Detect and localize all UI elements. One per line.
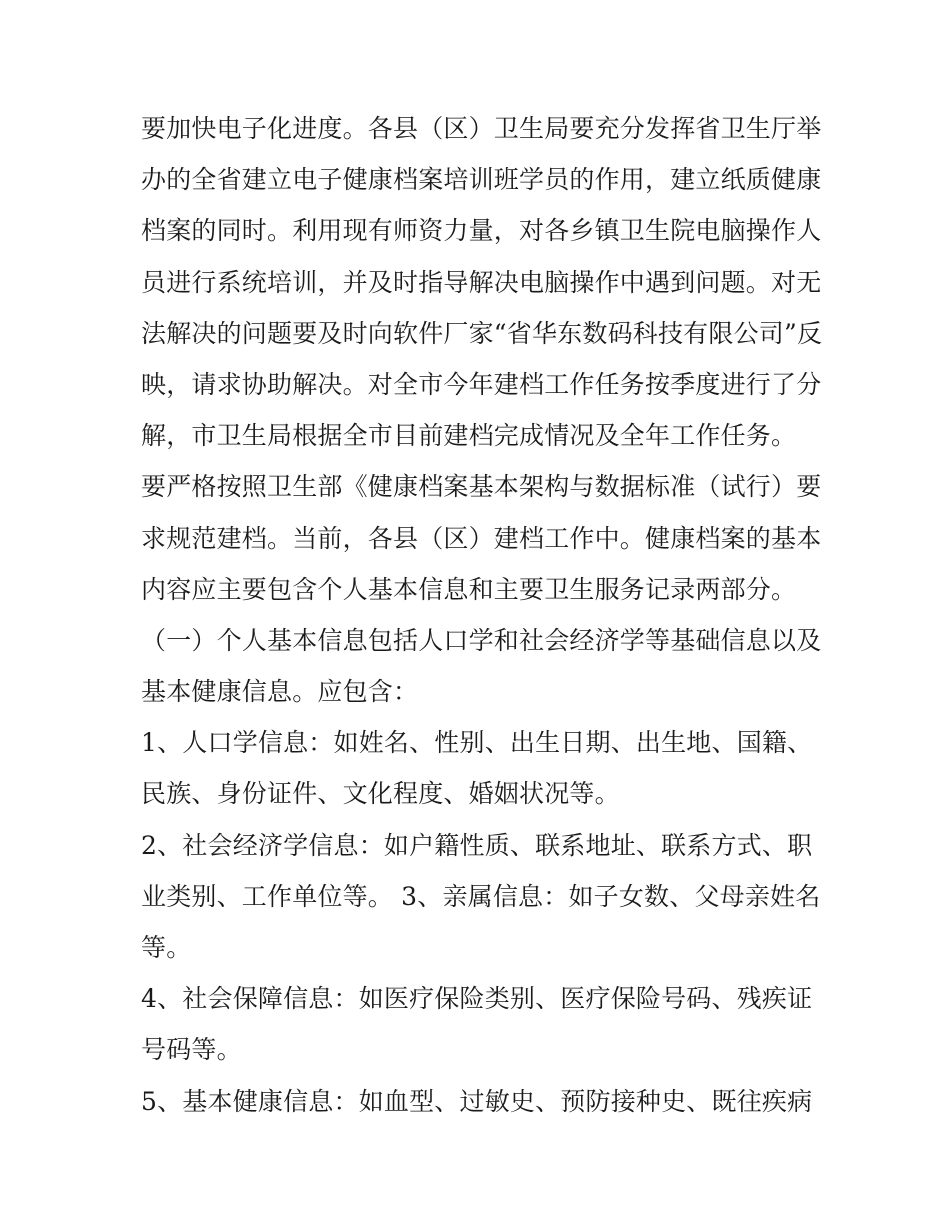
text-line: 业类别、工作单位等。 3、亲属信息：如子女数、父母亲姓名 — [141, 881, 821, 911]
text-line: 映，请求协助解决。对全市今年建档工作任务按季度进行了分 — [141, 369, 822, 399]
text-line: 解，市卫生局根据全市目前建档完成情况及全年工作任务。 — [141, 421, 797, 451]
document-body — [141, 103, 821, 1127]
text-line: 要严格按照卫生部《健康档案基本架构与数据标准（试行）要 — [141, 472, 822, 502]
text-line: 4、社会保障信息：如医疗保险类别、医疗保险号码、残疾证 — [141, 984, 813, 1014]
text-line: 基本健康信息。应包含： — [141, 677, 419, 707]
text-line: 内容应主要包含个人基本信息和主要卫生服务记录两部分。 — [141, 574, 797, 604]
text-line: 办的全省建立电子健康档案培训班学员的作用，建立纸质健康 — [141, 165, 822, 195]
text-line: 档案的同时。利用现有师资力量，对各乡镇卫生院电脑操作人 — [141, 216, 822, 246]
text-line: 等。 — [141, 933, 192, 962]
text-line: 2、社会经济学信息：如户籍性质、联系地址、联系方式、职 — [141, 830, 813, 860]
text-line: 要加快电子化进度。各县（区）卫生局要充分发挥省卫生厅举 — [141, 114, 822, 143]
text-line: 法解决的问题要及时向软件厂家“省华东数码科技有限公司”反 — [141, 318, 823, 348]
text-line: 求规范建档。当前，各县（区）建档工作中。健康档案的基本 — [141, 523, 822, 553]
text-line: （一）个人基本信息包括人口学和社会经济学等基础信息以及 — [141, 625, 822, 655]
text-line: 民族、身份证件、文化程度、婚姻状况等。 — [141, 779, 620, 809]
text-line: 员进行系统培训，并及时指导解决电脑操作中遇到问题。对无 — [141, 267, 822, 297]
text-line: 号码等。 — [141, 1035, 242, 1065]
text-line: 5、基本健康信息：如血型、过敏史、预防接种史、既往疾病 — [141, 1086, 813, 1116]
text-line: 1、人口学信息：如姓名、性别、出生日期、出生地、国籍、 — [141, 728, 813, 758]
